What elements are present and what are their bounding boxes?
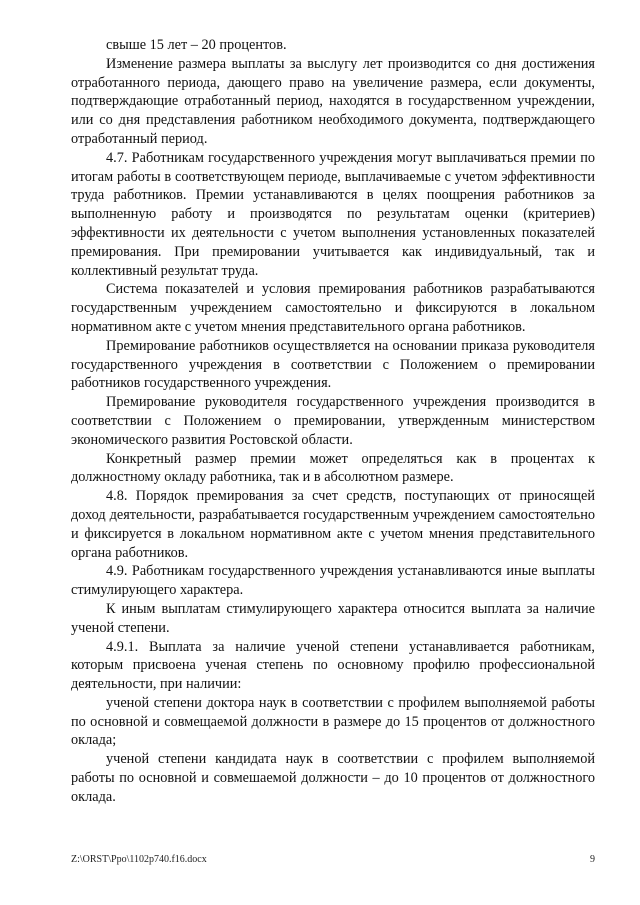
paragraph-seniority-change: Изменение размера выплаты за выслугу лет производится со дня достижения отработанного периода, дающего право на увеличение размера, если документы, подтверждающие отработанный период, находятся в государственном учреждении, или со дня представления работником необходимого документа, подтверждающего отработанный период. <box>71 55 595 147</box>
paragraph-academic-degree: К иным выплатам стимулирующего характера относится выплата за наличие ученой степени. <box>71 600 595 636</box>
paragraph-4-9-other-payments: 4.9. Работникам государственного учреждения устанавливаются иные выплаты стимулирующего характера. <box>71 563 595 599</box>
paragraph-4-8-income-bonus: 4.8. Порядок премирования за счет средств, поступающих от приносящей доход деятельности, разрабатывается государственным учреждением самостоятельно и фиксируется в локальном нормативном акте с учетом мнения представительного органа работников. <box>71 488 595 561</box>
paragraph-seniority-rate: свыше 15 лет – 20 процентов. <box>106 37 287 53</box>
paragraph-head-bonus: Премирование руководителя государственного учреждения производится в соответствии с Положением о премировании, утвержденным министерством экономического развития Ростовской области. <box>71 394 595 448</box>
footer-file-path: Z:\ORST\Ppo\1102p740.f16.docx <box>71 854 207 865</box>
paragraph-bonus-order: Премирование работников осуществляется на основании приказа руководителя государственного учреждения в соответствии с Положением о премировании работников государственного учреждения. <box>71 337 595 392</box>
paragraph-4-7-bonuses: 4.7. Работникам государственного учреждения могут выплачиваться премии по итогам работы в соответствующем периоде, выплачиваемые с учетом эффективности труда работников. Премии устанавливаются в целях поощрения работников за выполненную работу и производятся по результатам оценки (критериев) эффективности их деятельности с учетом выполнения установленных показателей премирования. При премировании учитывается как индивидуальный, так и коллективный результат труда. <box>71 149 595 279</box>
paragraph-doctor-degree: ученой степени доктора наук в соответствии с профилем выполняемой работы по основной и совмещаемой должности в размере до 15 процентов от должностного оклада; <box>71 694 595 749</box>
paragraph-candidate-degree: ученой степени кандидата наук в соответствии с профилем выполняемой работы по основной и совмешаемой должности – до 10 процентов от должностного оклада. <box>71 751 595 805</box>
paragraph-bonus-amount: Конкретный размер премии может определяться как в процентах к должностному окладу работника, так и в абсолютном размере. <box>71 450 595 486</box>
paragraph-bonus-indicators: Система показателей и условия премирования работников разрабатываются государственным учреждением самостоятельно и фиксируются в локальном нормативном акте с учетом мнения представительного органа работников. <box>71 281 595 335</box>
page-footer <box>71 852 595 868</box>
document-body <box>71 36 595 807</box>
page-number: 9 <box>590 854 595 865</box>
paragraph-4-9-1-degree-payment: 4.9.1. Выплата за наличие ученой степени устанавливается работникам, которым присвоена ученая степень по основному профилю профессиональной деятельности, при наличии: <box>71 638 595 693</box>
